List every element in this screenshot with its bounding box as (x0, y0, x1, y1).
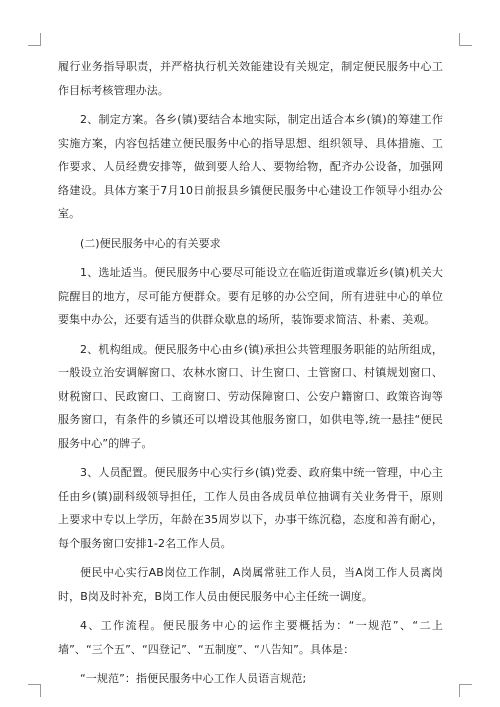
paragraph-staffing: 3、人员配置。便民服务中心实行乡(镇)党委、政府集中统一管理，中心主任由乡(镇)副科级领导担任，工作人员由各成员单位抽调有关业务骨干，原则上要求中专以上学历，年龄在35周岁以下，办事干练沉稳，态度和善有耐心，每个服务窗口安排1-2名工作人员。 (58, 466, 443, 550)
paragraph-site-selection: 1、选址适当。便民服务中心要尽可能设立在临近街道或靠近乡(镇)机关大院醒目的地方，尽可能方便群众。要有足够的办公空间，所有进驻中心的单位要集中办公，还要有适当的供群众歇息的场所，装饰要求简洁、朴素、美观。 (58, 266, 443, 326)
page-corner-mark-bottom-right (459, 684, 472, 697)
section-heading-requirements: (二)便民服务中心的有关要求 (80, 236, 221, 250)
page-corner-mark-bottom-left (28, 684, 41, 697)
page-corner-mark-top-right (459, 33, 472, 46)
page-corner-mark-top-left (28, 33, 41, 46)
paragraph-workflow: 4、工作流程。便民服务中心的运作主要概括为：“一规范”、“二上墙”、“三个五”、“四登记”、“五制度”、“八告知”。具体是： (58, 619, 443, 656)
paragraph-organization: 2、机构组成。便民服务中心由乡(镇)承担公共管理服务职能的站所组成，一般设立治安调解窗口、农林水窗口、计生窗口、土管窗口、村镇规划窗口、财税窗口、民政窗口、工商窗口、劳动保障窗口、公安户籍窗口、政策咨询等服务窗口，有条件的乡镇还可以增设其他服务窗口，如供电等,统一悬挂“便民服务中心”的牌子。 (58, 342, 443, 450)
paragraph-formulate-plan: 2、制定方案。各乡(镇)要结合本地实际，制定出适合本乡(镇)的筹建工作实施方案，内容包括建立便民服务中心的指导思想、组织领导、具体措施、工作要求、人员经费安排等，做到要人给人、要物给物，配齐办公设备，加强网络建设。具体方案于7月10日前报县乡镇便民服务中心建设工作领导小组办公室。 (58, 113, 443, 220)
document-page (58, 55, 443, 697)
paragraph-target-management: 履行业务指导职责，并严格执行机关效能建设有关规定，制定便民服务中心工作目标考核管理办法。 (58, 60, 443, 97)
paragraph-ab-post-system: 便民中心实行AB岗位工作制，A岗属常驻工作人员，当A岗工作人员离岗时，B岗及时补充，B岗工作人员由便民服务中心主任统一调度。 (58, 566, 443, 603)
paragraph-one-standard: “一规范”：指便民服务中心工作人员语言规范; (80, 672, 307, 685)
